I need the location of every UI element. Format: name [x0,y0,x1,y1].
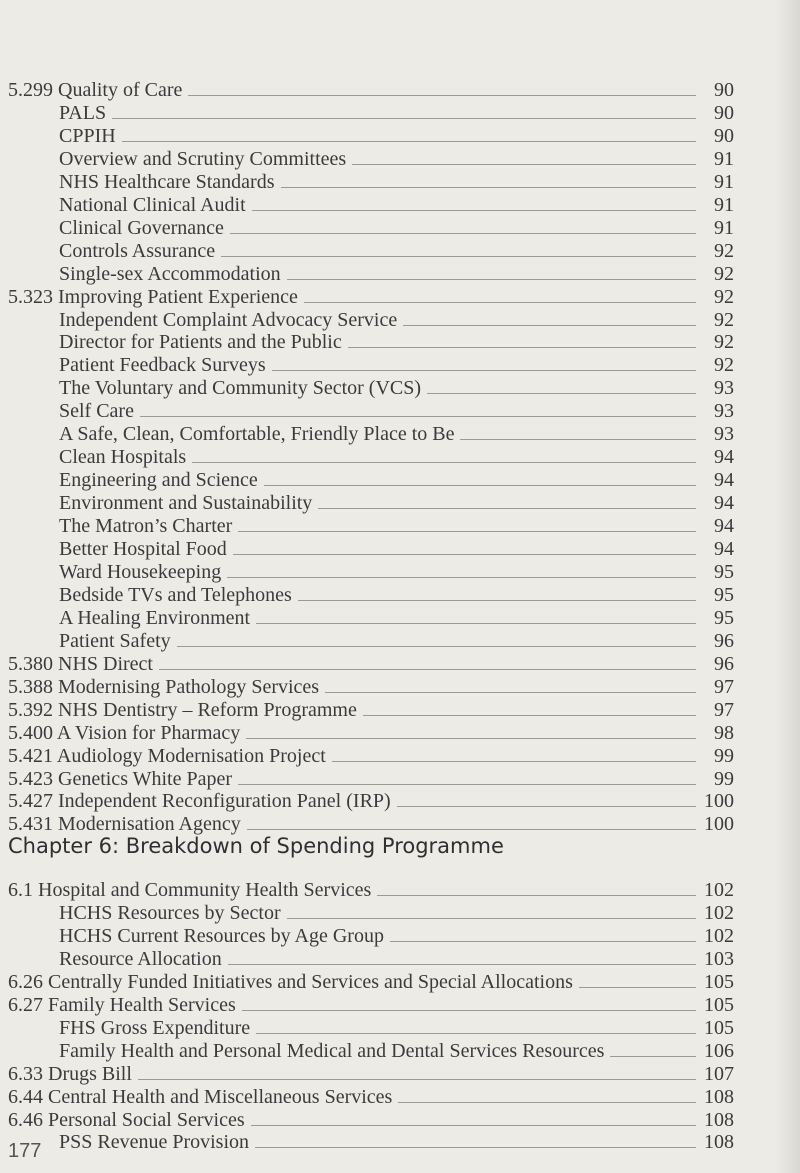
toc-entry-title: The Voluntary and Community Sector (VCS) [59,377,422,400]
toc-entry-page: 96 [714,629,734,652]
toc-entry-page: 97 [714,698,734,721]
toc-leader-line [403,325,696,326]
toc-entry-title: Resource Allocation [59,947,222,970]
toc-entry-page: 92 [714,308,734,331]
toc-entry-title: NHS Healthcare Standards [59,170,275,193]
toc-entry-page: 90 [714,79,734,101]
toc-leader-line [255,1147,696,1148]
toc-entry-title: Controls Assurance [59,239,216,262]
toc-entry-title: Clean Hospitals [59,446,187,469]
toc-entry-page: 103 [704,947,734,970]
toc-entry-title: Environment and Sustainability [59,492,313,515]
toc-leader-line [298,600,696,601]
toc-entry-page: 92 [714,331,734,354]
toc-entry-title: The Matron’s Charter [59,515,233,538]
toc-leader-line [610,1056,696,1057]
toc-leader-line [579,987,696,988]
toc-leader-line [242,1010,696,1011]
toc-leader-line [228,964,696,965]
toc-entry-page: 91 [714,170,734,193]
toc-entry-title: 5.380 NHS Direct [8,652,153,675]
toc-leader-line [287,279,696,280]
toc-leader-line [377,895,696,896]
toc-leader-line [251,1125,696,1126]
toc-entry-title: Ward Housekeeping [59,560,222,583]
toc-entry-page: 90 [714,124,734,147]
toc-entry-title: Independent Complaint Advocacy Service [59,308,398,331]
toc-leader-line [246,738,696,739]
toc-leader-line [264,485,696,486]
toc-leader-line [230,233,696,234]
toc-entry [8,809,734,835]
toc-leader-line [363,715,696,716]
toc-entry-title: 6.33 Drugs Bill [8,1062,132,1085]
toc-entry-title: 5.388 Modernising Pathology Services [8,675,320,698]
toc-entry-title: Director for Patients and the Public [59,331,342,354]
toc-entry-title: Bedside TVs and Telephones [59,583,292,606]
toc-leader-line [138,1079,696,1080]
toc-entry-title: A Safe, Clean, Comfortable, Friendly Place to Be [59,423,455,446]
toc-entry-title: CPPIH [59,124,116,147]
toc-entry-title: 5.299 Quality of Care [8,79,183,101]
toc-entry-page: 105 [704,1016,734,1039]
toc-entry-page: 108 [704,1108,734,1131]
toc-entry-page: 94 [714,538,734,560]
toc-leader-line [348,347,696,348]
toc-entry-page: 94 [714,492,734,515]
toc-entry-title: 5.427 Independent Reconfiguration Panel (IRP) [8,790,391,813]
toc-leader-line [325,692,696,693]
toc-leader-line [192,462,696,463]
toc-entry-title: PSS Revenue Provision [59,1131,250,1154]
toc-entry-title: Overview and Scrutiny Committees [59,147,347,170]
toc-leader-line [188,95,696,96]
toc-leader-line [227,577,696,578]
toc-leader-line [390,941,696,942]
toc-entry-title: 5.423 Genetics White Paper [8,767,233,790]
toc-entry-title: HCHS Current Resources by Age Group [59,924,384,947]
page-edge-shadow [776,0,800,1173]
toc-entry-page: 108 [704,1131,734,1154]
toc-leader-line [159,669,696,670]
toc-entry-page: 91 [714,193,734,216]
toc-leader-line [238,531,696,532]
toc-entry-page: 108 [704,1085,734,1108]
toc-entry-page: 95 [714,583,734,606]
toc-entry-title: A Healing Environment [59,606,251,629]
toc-entry-page: 105 [704,970,734,993]
toc-leader-line [398,1102,696,1103]
toc-leader-line [122,141,696,142]
toc-entry-page: 97 [714,675,734,698]
toc-leader-line [140,416,696,417]
toc-entry-title: 6.46 Personal Social Services [8,1108,245,1131]
toc-leader-line [287,918,696,919]
toc-entry-title: 5.421 Audiology Modernisation Project [8,744,326,767]
toc-leader-line [318,508,696,509]
toc-entry-page: 100 [704,790,734,813]
toc-entry-page: 94 [714,515,734,538]
toc-entry-page: 102 [704,924,734,947]
toc-entry-page: 95 [714,560,734,583]
toc-entry-page: 102 [704,879,734,901]
toc-entry-title: 6.1 Hospital and Community Health Services [8,879,372,901]
toc-entry-title: PALS [59,101,107,124]
toc-entry-page: 91 [714,216,734,239]
toc-leader-line [272,370,696,371]
toc-entry-page: 100 [704,813,734,836]
toc-entry-title: 5.431 Modernisation Agency [8,813,241,836]
toc-leader-line [252,210,696,211]
toc-entry-title: 6.44 Central Health and Miscellaneous Services [8,1085,393,1108]
toc-entry-page: 99 [714,767,734,790]
toc-leader-line [256,1033,696,1034]
toc-entry [59,1127,734,1153]
toc-entry-page: 94 [714,469,734,492]
toc-leader-line [332,761,696,762]
toc-entry-page: 93 [714,400,734,423]
toc-entry-title: 5.392 NHS Dentistry – Reform Programme [8,698,357,721]
toc-leader-line [427,393,696,394]
toc-entry-page: 102 [704,901,734,924]
toc-entry-page: 92 [714,262,734,285]
toc-entry-page: 96 [714,652,734,675]
toc-entry-page: 90 [714,101,734,124]
toc-entry-page: 95 [714,606,734,629]
toc-entry-title: HCHS Resources by Sector [59,901,281,924]
toc-entry-title: Single-sex Accommodation [59,262,281,285]
toc-entry-title: 5.400 A Vision for Pharmacy [8,721,241,744]
toc-entry-page: 99 [714,744,734,767]
toc-entry-title: Self Care [59,400,134,423]
toc-leader-line [112,118,696,119]
toc-entry-title: National Clinical Audit [59,193,246,216]
toc-entry-page: 93 [714,377,734,400]
toc-leader-line [238,784,696,785]
toc-entry-page: 105 [704,993,734,1016]
chapter-6-heading: Chapter 6: Breakdown of Spending Programme [8,834,504,858]
toc-entry-page: 91 [714,147,734,170]
toc-entry-title: Patient Safety [59,629,171,652]
toc-entry-title: 6.27 Family Health Services [8,993,236,1016]
toc-entry-title: Engineering and Science [59,469,258,492]
toc-entry-page: 92 [714,239,734,262]
toc-entry-page: 92 [714,354,734,377]
toc-entry-title: Family Health and Personal Medical and Dental Services Resources [59,1039,605,1062]
toc-leader-line [177,646,696,647]
toc-entry-title: Patient Feedback Surveys [59,354,266,377]
toc-entry-page: 93 [714,423,734,446]
toc-leader-line [460,439,696,440]
toc-leader-line [352,164,696,165]
toc-entry-page: 98 [714,721,734,744]
toc-entry-page: 92 [714,285,734,308]
toc-leader-line [256,623,696,624]
toc-leader-line [233,554,696,555]
page-number: 177 [8,1140,42,1162]
toc-entry-title: Better Hospital Food [59,538,227,560]
toc-entry-title: FHS Gross Expenditure [59,1016,251,1039]
toc-entry-page: 106 [704,1039,734,1062]
toc-entry-title: 5.323 Improving Patient Experience [8,285,298,308]
toc-leader-line [304,302,696,303]
toc-entry-title: Clinical Governance [59,216,224,239]
toc-leader-line [397,806,696,807]
toc-entry-page: 107 [704,1062,734,1085]
toc-leader-line [247,829,696,830]
toc-entry-page: 94 [714,446,734,469]
toc-entry-title: 6.26 Centrally Funded Initiatives and Services and Special Allocations [8,970,573,993]
toc-leader-line [281,187,697,188]
toc-leader-line [221,256,696,257]
